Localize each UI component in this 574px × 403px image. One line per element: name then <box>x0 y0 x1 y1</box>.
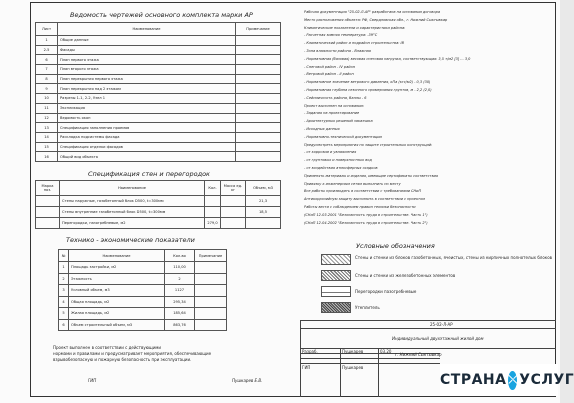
hatch-insulation <box>321 302 351 313</box>
name-cell: Этажность <box>69 273 165 285</box>
stamp-name: Пушкарев <box>342 365 364 370</box>
sheet-name-cell: Фасады <box>58 45 236 55</box>
qty-cell: 279,0 <box>205 218 221 229</box>
header-cell: Наименование <box>58 23 236 36</box>
gip-label: ГИП <box>88 378 97 383</box>
table-row <box>36 55 281 65</box>
name-cell: Общая площадь, м2 <box>69 296 165 308</box>
sheet-number-cell: 8 <box>36 74 58 84</box>
general-note-line: - Ветровой район - II район <box>304 72 354 77</box>
drawings-title: Ведомость чертежей основного комплекта марки АР <box>70 11 253 19</box>
name-cell: Условный объем, м3 <box>69 285 165 297</box>
sheet-number-cell: 1 <box>36 36 58 46</box>
table-row <box>59 285 227 297</box>
drawings-table <box>35 22 281 162</box>
note-line: Проект выполнен в соответствии с действующими <box>53 345 162 350</box>
table-row <box>36 74 281 84</box>
header-cell: Марка поз. <box>36 181 60 196</box>
general-note-line: Применять материалы и изделия, имеющие сертификаты соответствия <box>304 173 439 178</box>
mark-cell <box>36 207 60 218</box>
general-note-line: - Нормативная (базовая) весовая снеговая нагрузка, соответствующая: 3,5 т/м2 [3] ... 3,0 <box>304 56 471 61</box>
header-cell: № <box>59 250 69 262</box>
general-note-line: Работы вести с соблюдением правил техники безопасности <box>304 205 416 209</box>
general-note-line: - Снеговой район - IV район <box>304 64 356 69</box>
legend-label: Стены и стенки из железобетонных элементов <box>355 273 456 278</box>
table-row <box>36 103 281 113</box>
volume-cell: 21,3 <box>246 196 281 207</box>
number-cell: 5 <box>59 308 69 320</box>
legend-label: Утеплитель <box>355 305 380 310</box>
mass-cell <box>221 218 246 229</box>
sheet-number-cell: 11 <box>36 103 58 113</box>
sheet-name-cell: Ведомость окон <box>58 113 236 123</box>
note-cell <box>236 74 281 84</box>
stamp-location: г. Нижний Сыктывкар <box>395 352 442 357</box>
hatch-concrete <box>321 270 351 281</box>
general-note-line: - Сейсмичность района, баллы - 6 <box>304 95 367 100</box>
note-cell <box>195 262 227 274</box>
general-note-line: - Нормативная глубина сезонного промерзания грунтов, м - 2,2 (2,0) <box>304 88 432 92</box>
volume-cell <box>246 218 281 229</box>
note-cell <box>236 65 281 75</box>
sheet-name-cell: План второго этажа <box>58 65 236 75</box>
header-cell: Примечание <box>236 23 281 36</box>
sheet-number-cell: 14 <box>36 132 58 142</box>
stamp-date: 03.20 <box>380 349 392 354</box>
general-note-line: Климатические показатели и характеристики района: <box>304 25 406 30</box>
legend-label: Стены и стенки из блоков газобетонных, ячеистых, стены из кирпичных полнотелых блоков <box>355 255 553 260</box>
name-cell: Стены внутренние газобетонный блок D500, t=300мм <box>60 207 205 218</box>
table-row <box>59 296 227 308</box>
general-note-line: - Климатический район и подрайон строительства: IВ <box>304 41 404 46</box>
hatch-partition <box>321 286 351 297</box>
gip-name: Пушкарев Е.В. <box>232 378 263 383</box>
sheet-number-cell: 16 <box>36 152 58 162</box>
sheet-name-cell: План перекрытия первого этажа <box>58 74 236 84</box>
note-cell <box>236 132 281 142</box>
qty-cell <box>205 207 221 218</box>
stamp-top-line <box>300 320 556 321</box>
general-note-line: - Зона влажности района - Влажная <box>304 49 371 53</box>
sheet-number-cell: 7 <box>36 65 58 75</box>
stamp-name: Пушкарев <box>342 349 364 354</box>
sheet-name-cell: Спецификация заполнения проемов <box>58 123 236 133</box>
general-note-line: Все работы производить в соответствии с требованиями СНиП <box>304 189 422 194</box>
general-note-line: Проект выполнен на основании: <box>304 103 365 108</box>
walls-title: Спецификация стен и перегородок <box>88 170 210 178</box>
mass-cell <box>221 207 246 218</box>
stamp-title: Индивидуальный двухэтажный жилой дом <box>392 336 484 341</box>
stamp-line <box>300 358 440 359</box>
note-cell <box>195 285 227 297</box>
sheet-name-cell: Общие данные <box>58 36 236 46</box>
sheet-name-cell: Спецификация отделки фасадов <box>58 142 236 152</box>
note-cell <box>195 273 227 285</box>
sheet-number-cell: 13 <box>36 123 58 133</box>
qty-cell: 863,76 <box>165 319 195 331</box>
legend-title: Условные обозначения <box>356 242 435 250</box>
note-cell <box>195 308 227 320</box>
qty-cell <box>205 196 221 207</box>
note-cell <box>236 94 281 104</box>
general-note-line: - Исходных данных <box>304 127 340 131</box>
mark-cell <box>36 218 60 229</box>
sheet-name-cell: Раскладка подсистемы фасада <box>58 132 236 142</box>
logo-text-part2: УСЛУГ <box>519 372 574 388</box>
stamp-role: ГИП <box>302 365 311 370</box>
header-cell: Масса ед. кг <box>221 181 246 196</box>
qty-cell: 185,64 <box>165 308 195 320</box>
header-cell: Лист <box>36 23 58 36</box>
note-line: взрывобезопасную и пожарную безопасность при эксплуатации. <box>53 357 192 362</box>
number-cell: 6 <box>59 319 69 331</box>
note-line: нормами и правилами и предусматривает мероприятия, обеспечивающие <box>53 351 212 356</box>
stamp-line <box>300 348 556 349</box>
number-cell: 2 <box>59 273 69 285</box>
table-row <box>36 84 281 94</box>
stamp-code: 25-02-Л-АР <box>430 322 453 327</box>
general-note-line: - Нормативно-технической документации <box>304 134 382 139</box>
general-note-line: - от грунтовых и поверхностных вод <box>304 158 372 163</box>
table-row <box>36 196 281 207</box>
handshake-icon: ⤬ <box>508 371 517 390</box>
table-row <box>36 94 281 104</box>
note-cell <box>236 152 281 162</box>
table-row <box>36 45 281 55</box>
general-note-line: (СНиП 12-04-2002 "Безопасность труда в строительстве. Часть 2") <box>304 220 428 225</box>
general-note-line: - Нормативное значение ветрового давления, кПа (кгс/м2) - 0,3 (30) <box>304 80 431 85</box>
logo-text-part1: СТРАНА <box>440 372 507 388</box>
header-cell: Наименование <box>60 181 205 196</box>
sheet-name-cell: Разрезы 1-1, 2-2, Узел 1 <box>58 94 236 104</box>
table-row <box>59 262 227 274</box>
note-cell <box>236 36 281 46</box>
table-row <box>36 218 281 229</box>
table-row <box>36 113 281 123</box>
general-note-line: - от воздействия атмосферных осадков <box>304 166 378 170</box>
stamp-line <box>300 363 440 364</box>
qty-cell: 1127 <box>165 285 195 297</box>
legend-label: Перегородки пазогребневые <box>355 289 417 294</box>
table-row <box>59 273 227 285</box>
sheet-name-cell: Общий вид объекта <box>58 152 236 162</box>
stamp-role: Разраб. <box>302 349 318 354</box>
general-note-line: (СНиП 12-03-2001 "Безопасность труда в строительстве. Часть 1") <box>304 212 428 217</box>
name-cell: Объем строительный объем, м3 <box>69 319 165 331</box>
sheet-number-cell: 15 <box>36 142 58 152</box>
qty-cell: 110,00 <box>165 262 195 274</box>
header-cell: Кол. <box>205 181 221 196</box>
general-note-line: - Архитектурных решений заказчика <box>304 119 373 124</box>
note-cell <box>236 55 281 65</box>
note-cell <box>236 123 281 133</box>
number-cell: 1 <box>59 262 69 274</box>
general-note-line: Антикоррозийную защиту выполнить в соответствии с проектом <box>304 197 425 202</box>
general-note-line: Рабочая документация "25-02-Л-АР" разработана на основании договора <box>304 10 440 14</box>
table-row <box>36 132 281 142</box>
volume-cell: 18,5 <box>246 207 281 218</box>
note-cell <box>236 84 281 94</box>
name-cell: Стены наружные, газобетонный блок D500, t=300мм <box>60 196 205 207</box>
header-cell: Кол-во <box>165 250 195 262</box>
indicators-table <box>58 249 227 331</box>
sheet-number-cell: 10 <box>36 94 58 104</box>
mark-cell <box>36 196 60 207</box>
stamp-line <box>300 328 556 329</box>
header-cell: Примечание <box>195 250 227 262</box>
qty-cell: 2 <box>165 273 195 285</box>
qty-cell: 295,34 <box>165 296 195 308</box>
note-cell <box>195 296 227 308</box>
note-cell <box>236 45 281 55</box>
general-note-line: Предусмотреть мероприятия по защите строительных конструкций: <box>304 142 433 147</box>
table-row <box>36 65 281 75</box>
general-note-line: Привязку к инженерным сетям выполнить по месту <box>304 181 401 186</box>
sheet-name-cell: План перекрытия над 2 этажом <box>58 84 236 94</box>
sheet-number-cell: 9 <box>36 84 58 94</box>
general-note-line: - Задания на проектирование <box>304 111 360 116</box>
table-row <box>36 123 281 133</box>
sheet-name-cell: Экспликация <box>58 103 236 113</box>
stamp-line <box>300 320 301 397</box>
stamp-line <box>378 348 379 397</box>
name-cell: Перегородки, пазогребневые, м2 <box>60 218 205 229</box>
table-row <box>36 36 281 46</box>
stamp-line <box>340 348 341 397</box>
hatch-aerated-block <box>321 254 351 265</box>
note-cell <box>236 113 281 123</box>
note-cell <box>236 142 281 152</box>
table-row <box>59 319 227 331</box>
indicators-title: Технико - экономические показатели <box>66 236 195 244</box>
general-note-line: - Расчетная зимняя температура: -39°С <box>304 33 378 38</box>
sheet-number-cell: 2-5 <box>36 45 58 55</box>
sheet-number-cell: 6 <box>36 55 58 65</box>
table-row <box>36 142 281 152</box>
table-row <box>59 308 227 320</box>
header-cell: Объем, м3 <box>246 181 281 196</box>
sheet-name-cell: План первого этажа <box>58 55 236 65</box>
note-cell <box>195 319 227 331</box>
number-cell: 3 <box>59 285 69 297</box>
table-row <box>36 207 281 218</box>
number-cell: 4 <box>59 296 69 308</box>
name-cell: Жилая площадь, м2 <box>69 308 165 320</box>
site-logo <box>440 364 574 396</box>
mass-cell <box>221 196 246 207</box>
walls-table <box>35 180 281 229</box>
general-note-line: - от коррозии и увлажнения <box>304 150 357 155</box>
table-row <box>36 152 281 162</box>
header-cell: Наименование <box>69 250 165 262</box>
name-cell: Площадь застройки, м2 <box>69 262 165 274</box>
sheet-number-cell: 12 <box>36 113 58 123</box>
note-cell <box>236 103 281 113</box>
general-note-line: Место расположения объекта: РФ, Свердловская обл., г. Нижний Сыктывкар <box>304 17 448 22</box>
